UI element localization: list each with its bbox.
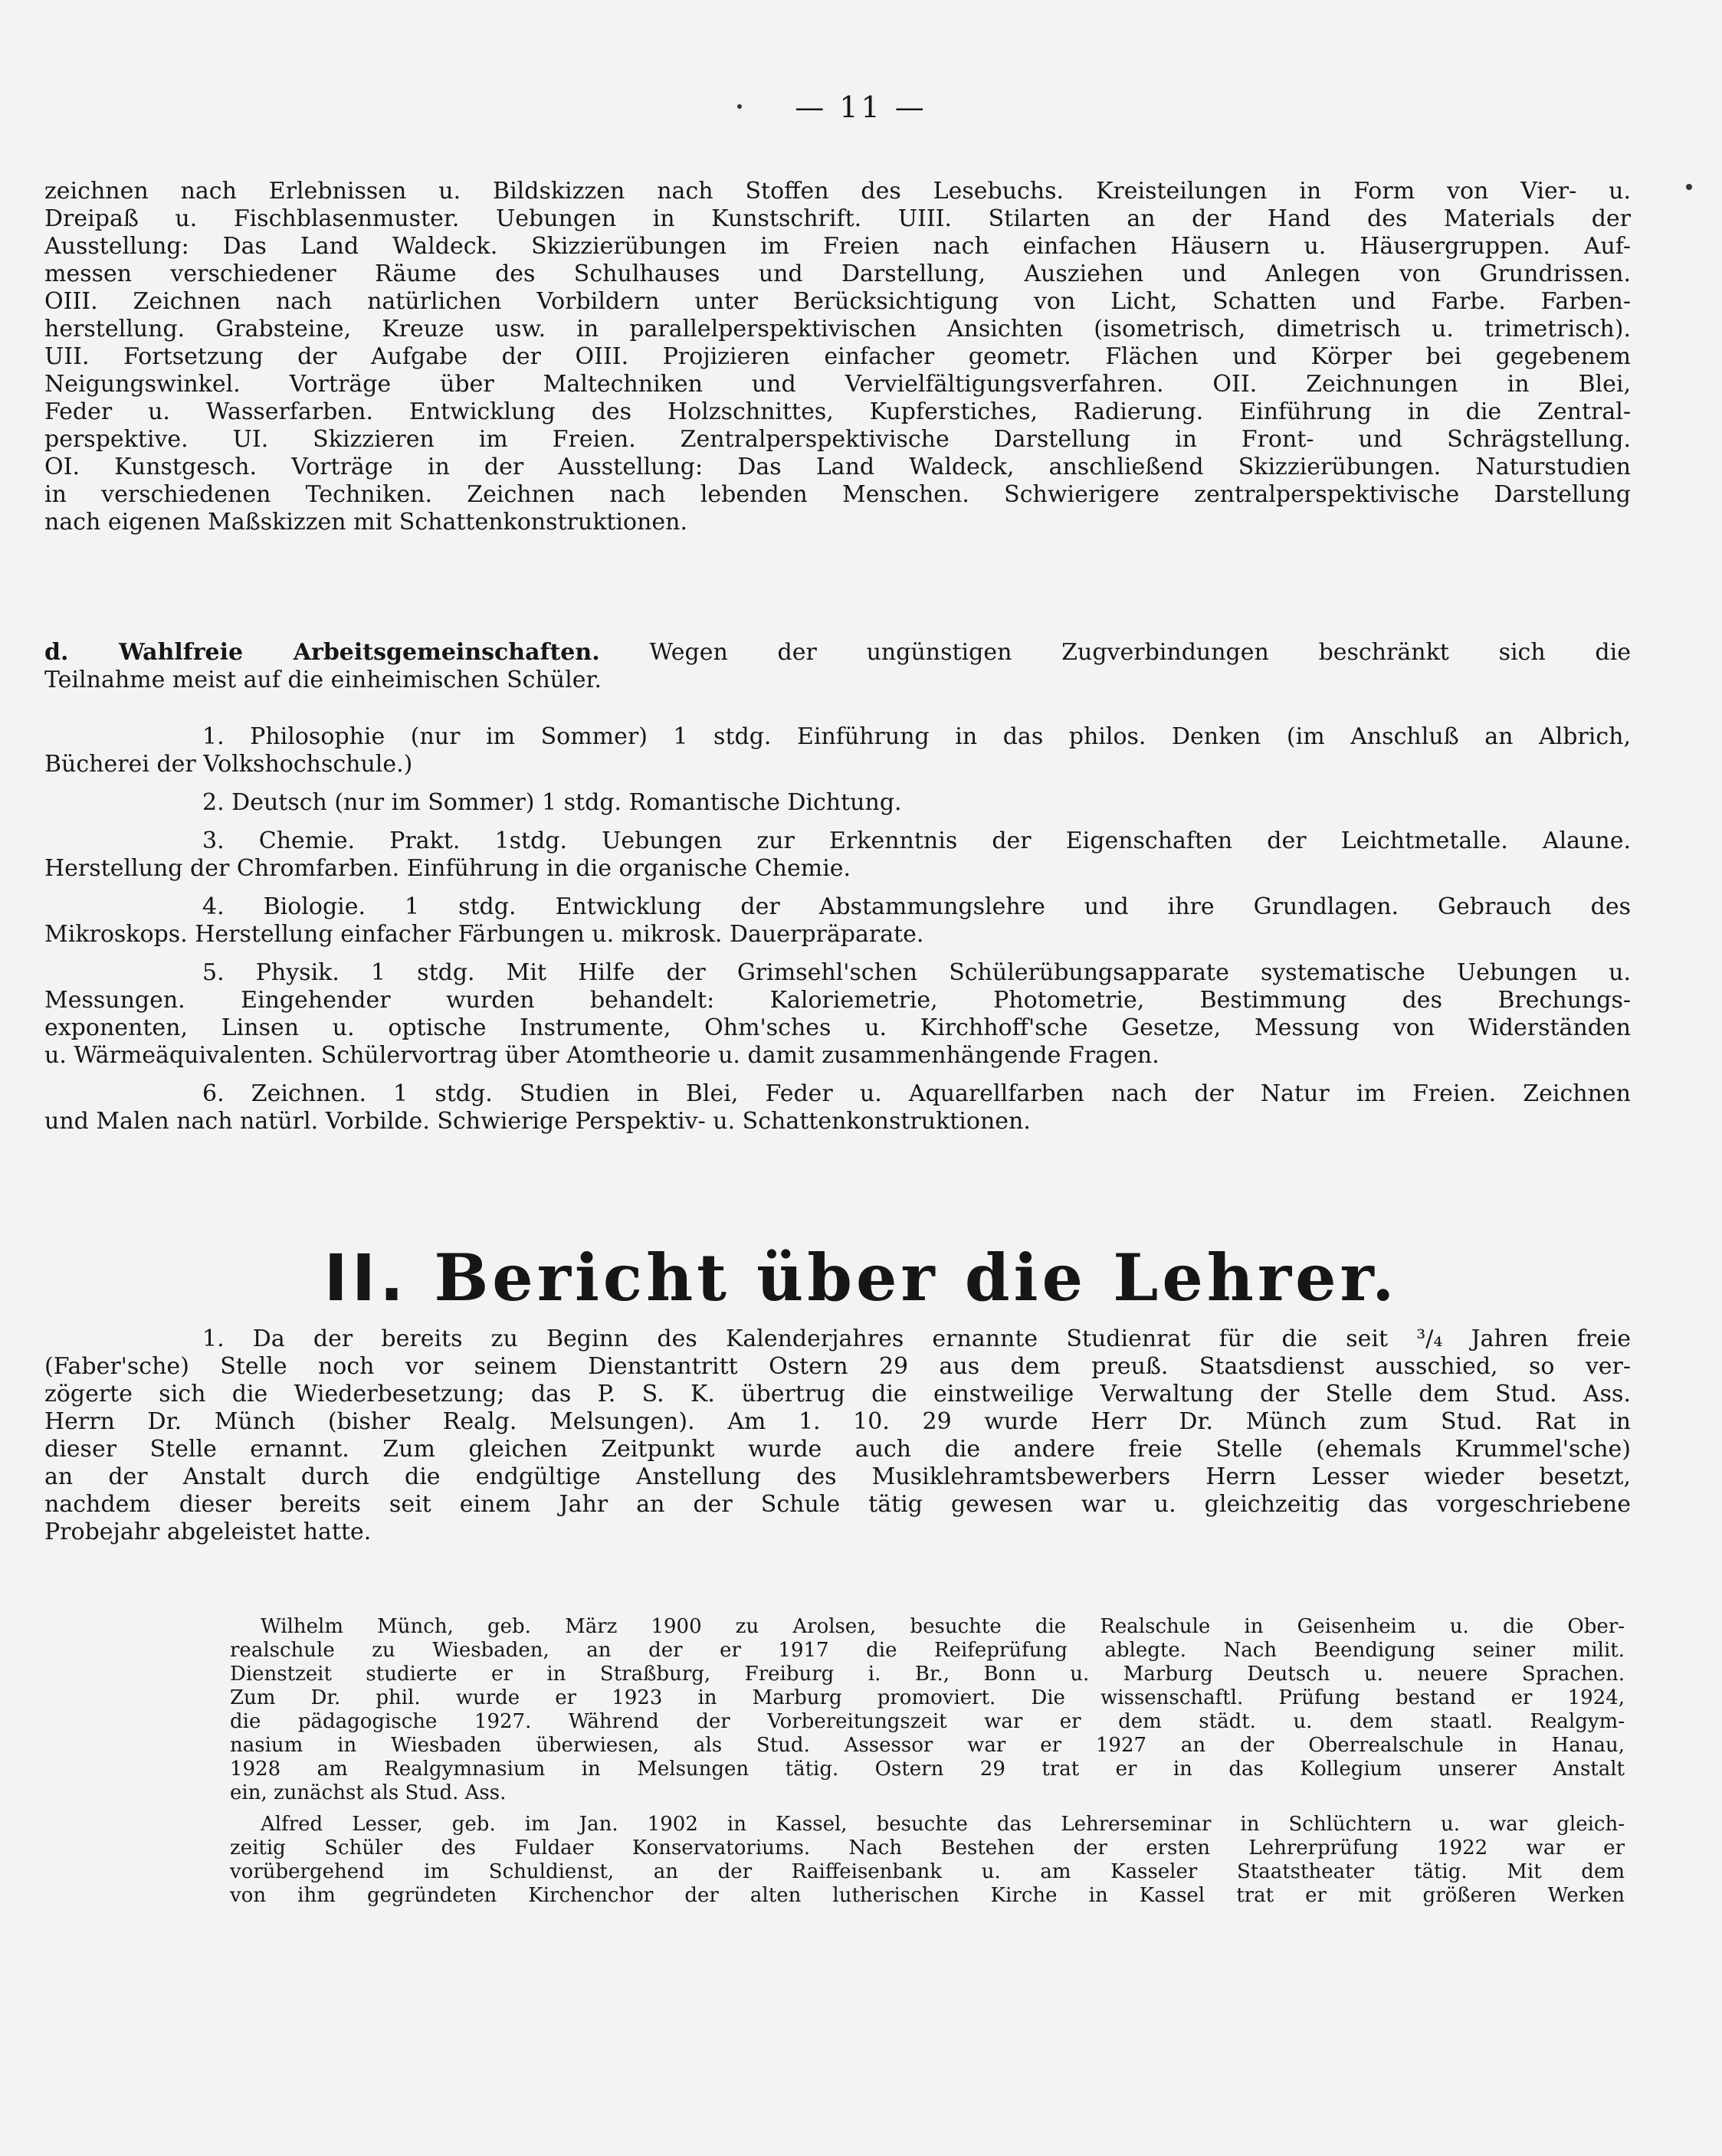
text-line: u. Wärmeäquivalenten. Schülervortrag über Atomtheorie u. damit zusammenhängende Fragen. (44, 1042, 1159, 1069)
text-line: Mikroskops. Herstellung einfacher Färbungen u. mikrosk. Dauerpräparate. (44, 921, 924, 948)
text-line: Dienstzeit studierte er in Straßburg, Freiburg i. Br., Bonn u. Marburg Deutsch u. neuere Sprachen. (230, 1663, 1625, 1686)
text-line: vorübergehend im Schuldienst, an der Raiffeisenbank u. am Kasseler Staatstheater tätig. Mit dem (230, 1860, 1625, 1883)
text-line: dieser Stelle ernannt. Zum gleichen Zeitpunkt wurde auch die andere freie Stelle (ehemals Krummel'sche) (44, 1436, 1631, 1463)
section-d-intro: Wegen der ungünstigen Zugverbindungen beschränkt sich die (649, 639, 1631, 666)
text-line: zeichnen nach Erlebnissen u. Bildskizzen nach Stoffen des Lesebuchs. Kreisteilungen in Form von Vier- u. (44, 178, 1631, 205)
text-line: 5. Physik. 1 stdg. Mit Hilfe der Grimsehl'schen Schülerübungsapparate systematische Uebungen u. (202, 959, 1631, 986)
text-line: von ihm gegründeten Kirchenchor der alten lutherischen Kirche in Kassel trat er mit größeren Werken (230, 1884, 1625, 1907)
section-roman-numeral: II. (323, 1240, 408, 1316)
section-d-line1 (44, 639, 1631, 667)
text-line: Feder u. Wasserfarben. Entwicklung des Holzschnittes, Kupferstiches, Radierung. Einführung in die Zentral- (44, 398, 1631, 425)
text-line: perspektive. UI. Skizzieren im Freien. Zentralperspektivische Darstellung in Front- und Schrägstellung. (44, 426, 1631, 453)
text-line: 6. Zeichnen. 1 stdg. Studien in Blei, Feder u. Aquarellfarben nach der Natur im Freien. Zeichnen (202, 1080, 1631, 1107)
text-line: Dreipaß u. Fischblasenmuster. Uebungen in Kunstschrift. UIII. Stilarten an der Hand des Materials der (44, 205, 1631, 232)
art-curriculum-paragraph (44, 178, 1631, 536)
margin-dot (737, 104, 742, 109)
text-line: Wilhelm Münch, geb. März 1900 zu Arolsen, besuchte die Realschule in Geisenheim u. die Ober- (261, 1615, 1625, 1638)
working-groups-list (44, 723, 1631, 1135)
text-line: herstellung. Grabsteine, Kreuze usw. in parallelperspektivischen Ansichten (isometrisch, dimetrisch u. trimetrisch). (44, 316, 1631, 342)
text-line: nachdem dieser bereits seit einem Jahr an der Schule tätig gewesen war u. gleichzeitig das vorgeschriebene (44, 1491, 1631, 1518)
text-line: 1928 am Realgymnasium in Melsungen tätig. Ostern 29 trat er in das Kollegium unserer Anstalt (230, 1758, 1625, 1781)
text-line: die pädagogische 1927. Während der Vorbereitungszeit war er dem städt. u. dem staatl. Realgym- (230, 1710, 1625, 1733)
text-line: OI. Kunstgesch. Vorträge in der Ausstellung: Das Land Waldeck, anschließend Skizzierübungen. Naturstudien (44, 454, 1631, 480)
text-line: zeitig Schüler des Fuldaer Konservatoriums. Nach Bestehen der ersten Lehrerprüfung 1922 war er (230, 1837, 1625, 1859)
biography-lesser (230, 1813, 1625, 1908)
text-line: zögerte sich die Wiederbesetzung; das P. S. K. übertrug die einstweilige Verwaltung der Stelle dem Stud. Ass. (44, 1381, 1631, 1407)
text-line: Alfred Lesser, geb. im Jan. 1902 in Kassel, besuchte das Lehrerseminar in Schlüchtern u. war gleich- (261, 1813, 1625, 1836)
section-title: Bericht über die Lehrer. (434, 1240, 1399, 1316)
text-line: 1. Da der bereits zu Beginn des Kalenderjahres ernannte Studienrat für die seit ³/₄ Jahren freie (202, 1325, 1631, 1352)
text-line: ein, zunächst als Stud. Ass. (230, 1781, 507, 1804)
text-line: realschule zu Wiesbaden, an der er 1917 die Reifeprüfung ablegte. Nach Beendigung seiner milit. (230, 1639, 1625, 1662)
text-line: Bücherei der Volkshochschule.) (44, 751, 413, 778)
text-line: Messungen. Eingehender wurden behandelt: Kaloriemetrie, Photometrie, Bestimmung des Brechungs- (44, 987, 1631, 1014)
text-line: (Faber'sche) Stelle noch vor seinem Dienstantritt Ostern 29 aus dem preuß. Staatsdienst ausschied, so ver- (44, 1353, 1631, 1380)
section-d (44, 639, 1631, 694)
text-line: 1. Philosophie (nur im Sommer) 1 stdg. Einführung in das philos. Denken (im Anschluß an Albrich, (202, 723, 1631, 750)
text-line: Probejahr abgeleistet hatte. (44, 1519, 372, 1545)
text-line: Zum Dr. phil. wurde er 1923 in Marburg promoviert. Die wissenschaftl. Prüfung bestand er 1924, (230, 1686, 1625, 1709)
text-line: 3. Chemie. Prakt. 1stdg. Uebungen zur Erkenntnis der Eigenschaften der Leichtmetalle. Alaune. (202, 827, 1631, 854)
text-line: Neigungswinkel. Vorträge über Maltechniken und Vervielfältigungsverfahren. OII. Zeichnungen in Blei, (44, 371, 1631, 398)
biography-muench (230, 1615, 1625, 1805)
text-line: 2. Deutsch (nur im Sommer) 1 stdg. Romantische Dichtung. (202, 789, 902, 816)
page-number: — 11 — (795, 90, 927, 124)
text-line: Herrn Dr. Münch (bisher Realg. Melsungen). Am 1. 10. 29 wurde Herr Dr. Münch zum Stud. Rat in (44, 1408, 1631, 1435)
section-d-line2: Teilnahme meist auf die einheimischen Schüler. (44, 667, 602, 693)
teacher-report-paragraph (44, 1325, 1631, 1546)
text-line: Herstellung der Chromfarben. Einführung in die organische Chemie. (44, 855, 851, 882)
text-line: in verschiedenen Techniken. Zeichnen nach lebenden Menschen. Schwierigere zentralperspektivische Darstellung (44, 481, 1631, 508)
text-line: 4. Biologie. 1 stdg. Entwicklung der Abstammungslehre und ihre Grundlagen. Gebrauch des (202, 893, 1631, 920)
text-line: UII. Fortsetzung der Aufgabe der OIII. Projizieren einfacher geometr. Flächen und Körper bei gegebenem (44, 343, 1631, 370)
margin-dot (1686, 184, 1692, 190)
text-line: nasium in Wiesbaden überwiesen, als Stud. Assessor war er 1927 an der Oberrealschule in Hanau, (230, 1734, 1625, 1757)
text-line: messen verschiedener Räume des Schulhauses und Darstellung, Ausziehen und Anlegen von Grundrissen. (44, 260, 1631, 287)
section-d-heading: d. Wahlfreie Arbeitsgemeinschaften. (44, 639, 600, 666)
text-line: nach eigenen Maßskizzen mit Schattenkonstruktionen. (44, 509, 688, 536)
text-line: Ausstellung: Das Land Waldeck. Skizzierübungen im Freien nach einfachen Häusern u. Häusergruppen. Auf- (44, 233, 1631, 260)
text-line: und Malen nach natürl. Vorbilde. Schwierige Perspektiv- u. Schattenkonstruktionen. (44, 1108, 1031, 1135)
text-line: exponenten, Linsen u. optische Instrumente, Ohm'sches u. Kirchhoff'sche Gesetze, Messung von Widerständen (44, 1014, 1631, 1041)
text-line: OIII. Zeichnen nach natürlichen Vorbildern unter Berücksichtigung von Licht, Schatten und Farbe. Farben- (44, 288, 1631, 315)
section-heading (0, 1240, 1722, 1316)
text-line: an der Anstalt durch die endgültige Anstellung des Musiklehramtsbewerbers Herrn Lesser wieder besetzt, (44, 1463, 1631, 1490)
